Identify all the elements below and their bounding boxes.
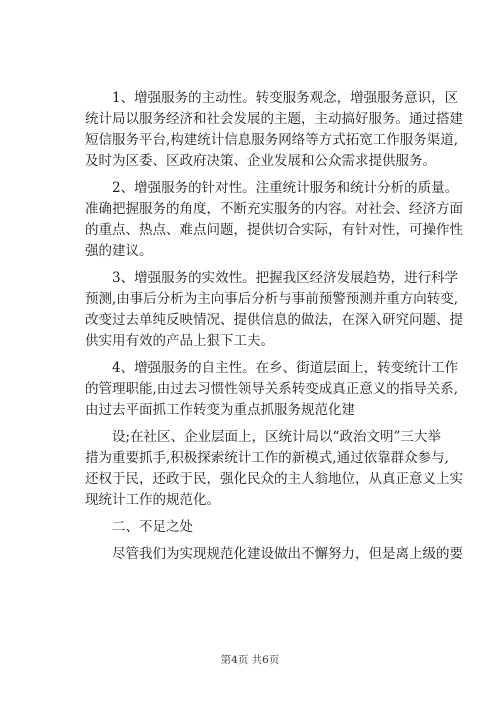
text-line: 1、增强服务的主动性。转变服务观念，增强服务意识，区 bbox=[112, 90, 459, 106]
paragraph-6 bbox=[85, 544, 463, 565]
paragraph-1 bbox=[85, 88, 463, 172]
paragraph-2 bbox=[85, 178, 463, 262]
text-line: 及时为区委、区政府决策、企业发展和公众需求提供服务。 bbox=[85, 153, 436, 169]
text-line: 还权于民，还政于民，强化民众的主人翁地位，从真正意义上实 bbox=[85, 471, 463, 487]
text-line: 设;在社区、企业层面上，区统计局以“政治文明”三大举 bbox=[112, 429, 441, 445]
text-line: 现统计工作的规范化。 bbox=[85, 492, 220, 508]
text-line: 4、增强服务的自主性。在乡、街道层面上，转变统计工作 bbox=[112, 360, 459, 376]
body-text bbox=[85, 88, 463, 565]
text-line: 统计局以服务经济和社会发展的主题，主动搞好服务。通过搭建 bbox=[85, 111, 463, 127]
text-line: 由过去平面抓工作转变为重点抓服务规范化建 bbox=[85, 402, 355, 418]
text-line: 的管理职能,由过去习惯性领导关系转变成真正意义的指导关系, bbox=[85, 381, 459, 397]
paragraph-4 bbox=[85, 358, 459, 421]
paragraph-3 bbox=[85, 268, 463, 352]
text-line: 2、增强服务的针对性。注重统计服务和统计分析的质量。 bbox=[112, 180, 459, 196]
paragraph-5 bbox=[85, 427, 463, 511]
text-line: 的重点、热点、难点问题，提供切合实际，有针对性，可操作性 bbox=[85, 222, 463, 238]
text-line: 改变过去单纯反映情况、提供信息的做法，在深入研究问题、提 bbox=[85, 312, 463, 328]
text-line: 预测,由事后分析为主向事后分析与事前预警预测并重方向转变, bbox=[85, 291, 459, 307]
text-line: 强的建议。 bbox=[85, 243, 153, 259]
page-number-footer: 第4页 共6页 bbox=[220, 654, 280, 666]
text-line: 3、增强服务的实效性。把握我区经济发展趋势，进行科学 bbox=[112, 270, 459, 286]
text-line: 短信服务平台,构建统计信息服务网络等方式拓宽工作服务渠道, bbox=[85, 132, 459, 148]
text-line: 准确把握服务的角度，不断充实服务的内容。对社会、经济方面 bbox=[85, 201, 463, 217]
text-line: 尽管我们为实现规范化建设做出不懈努力，但是离上级的要 bbox=[112, 546, 463, 562]
text-line: 措为重要抓手,积极探索统计工作的新模式,通过依靠群众参与, bbox=[85, 450, 449, 466]
heading-line: 二、不足之处 bbox=[112, 519, 193, 535]
section-heading bbox=[85, 517, 440, 538]
text-line: 供实用有效的产品上狠下工夫。 bbox=[85, 333, 274, 349]
